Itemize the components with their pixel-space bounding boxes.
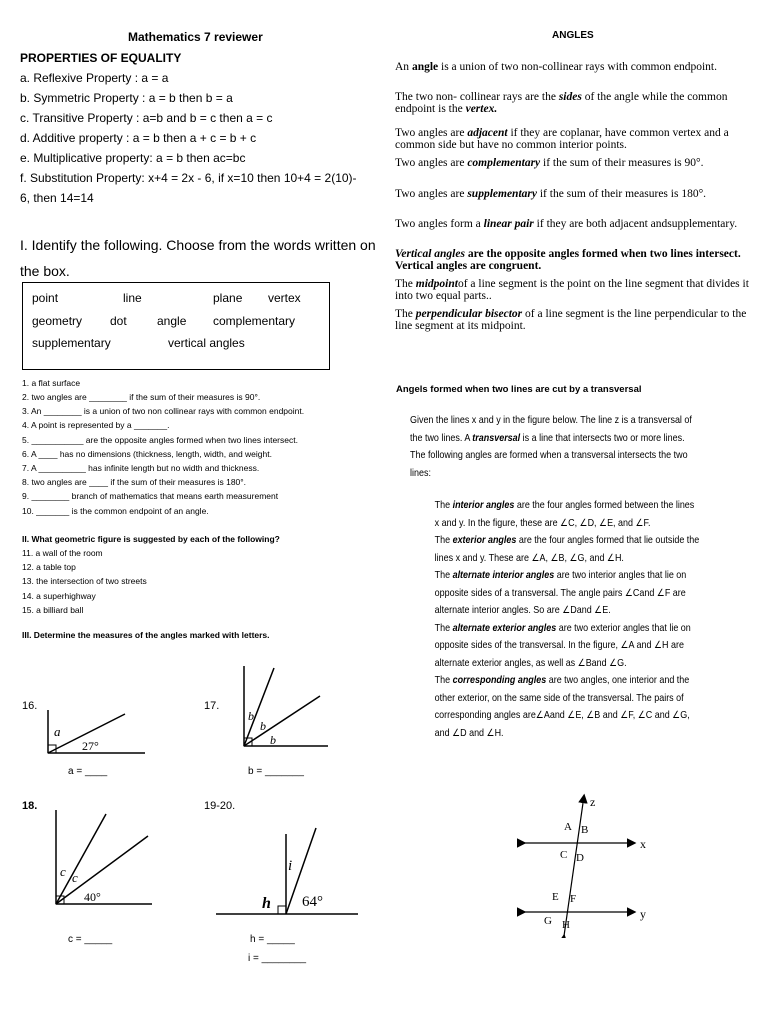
transversal-passage [410,412,700,742]
answer-19: h = _____ [250,934,295,945]
properties-heading: PROPERTIES OF EQUALITY [20,51,182,65]
adjacent-definition: Two angles are adjacent if they are coplanar, have common vertex and a common side but have no common interior points. [395,127,729,151]
question-15: 15. a billiard ball [22,605,84,615]
diagram-label-C: C [560,849,568,861]
transversal-diagram [512,788,662,938]
figure-16-diagram [40,708,150,756]
property-transitive: c. Transitive Property : a=b and b = c then a = c [20,111,273,125]
diagram-label-D: D [576,852,584,864]
answer-17: b = _______ [248,766,304,777]
alternate-interior-text: The alternate interior angles are two interior angles that lie on opposite sides of a transversal. The angle pairs ∠Cand ∠F are alternate interior angles. So are ∠Dand ∠E. [434,570,687,616]
property-reflexive: a. Reflexive Property : a = a [20,71,169,85]
figure-17-letter-b1: b [248,709,254,723]
linear-pair-definition: Two angles form a linear pair if they are both adjacent andsupplementary. [395,218,738,230]
word-vertical-angles: vertical angles [168,336,245,350]
exterior-angles-text: The exterior angles are the four angles formed that lie outside the lines x and y. These are ∠A, ∠B, ∠G, and ∠H. [434,535,700,564]
figure-17-letter-b3: b [270,733,276,747]
answer-20: i = ________ [248,953,307,964]
question-8: 8. two angles are ____ if the sum of their measures is 180°. [22,477,247,487]
question-3: 3. An ________ is a union of two non collinear rays with common endpoint. [22,406,305,416]
diagram-label-F: F [570,893,577,905]
figure-17-diagram [238,664,330,750]
figure-18-diagram [50,808,154,908]
figure-19-letter-i: i [288,858,293,874]
property-substitution-cont: 6, then 14=14 [20,191,94,205]
sides-definition: The two non- collinear rays are the sides of the angle while the common endpoint is the vertex. [395,91,728,115]
figure-18-angle: 40° [84,890,101,904]
property-substitution: f. Substitution Property: x+4 = 2x - 6, if x=10 then 10+4 = 2(10)- [20,171,357,185]
word-line: line [123,291,142,305]
question-4: 4. A point is represented by a _______. [22,420,170,430]
figure-18-letter-c1: c [60,864,66,879]
figure-16-number: 16. [22,700,38,712]
angle-definition: An angle is a union of two non-collinear rays with common endpoint. [395,61,717,73]
diagram-label-B: B [581,824,589,836]
answer-18: c = _____ [68,934,113,945]
diagram-label-G: G [544,915,552,927]
word-angle: angle [157,314,187,328]
word-complementary: complementary [213,314,296,328]
question-1: 1. a flat surface [22,378,81,388]
reviewer-title: Mathematics 7 reviewer [128,30,263,44]
word-plane: plane [213,291,243,305]
property-additive: d. Additive property : a = b then a + c = b + c [20,131,257,145]
question-12: 12. a table top [22,562,76,572]
question-10: 10. _______ is the common endpoint of an angle. [22,506,209,516]
midpoint-definition: The midpointof a line segment is the point on the line segment that divides it into two equal parts.. [395,278,749,302]
word-dot: dot [110,314,127,328]
question-6: 6. A ____ has no dimensions (thickness, length, width, and weight. [22,449,272,459]
question-13: 13. the intersection of two streets [22,576,147,586]
figure-16-letter-a: a [54,724,61,739]
diagram-label-y: y [640,907,646,921]
perpendicular-bisector-definition: The perpendicular bisector of a line segment is the line perpendicular to the line segment at its midpoint. [395,308,747,332]
transversal-heading: Angels formed when two lines are cut by a transversal [396,384,642,395]
word-box [22,282,330,370]
supplementary-definition: Two angles are supplementary if the sum of their measures is 180°. [395,188,707,200]
diagram-label-A: A [564,821,572,833]
figure-18-letter-c2: c [72,870,78,885]
question-14: 14. a superhighway [22,591,96,601]
diagram-label-z: z [590,795,596,809]
word-geometry: geometry [32,314,83,328]
figure-17-letter-b2: b [260,719,266,733]
diagram-label-H: H [562,919,570,931]
complementary-definition: Two angles are complementary if the sum of their measures is 90°. [395,157,704,169]
alternate-exterior-text: The alternate exterior angles are two exterior angles that lie on opposite sides of the transversal. In the figure, ∠A and ∠H are alternate exterior angles, as well as ∠Band ∠G. [434,622,691,669]
question-7: 7. A __________ has infinite length but no width and thickness. [22,463,260,473]
property-multiplicative: e. Multiplicative property: a = b then ac=bc [20,151,246,165]
word-vertex: vertex [268,291,301,305]
question-5: 5. ___________ are the opposite angles formed when two lines intersect. [22,435,298,445]
diagram-label-x: x [640,837,646,851]
question-2: 2. two angles are ________ if the sum of their measures is 90°. [22,392,261,402]
transversal-intro: Given the lines x and y in the figure below. The line z is a transversal of the two lines. A transversal is a line that intersects two or more lines. The following angles are formed when a transversal intersects the two lines: [410,415,692,479]
word-point: point [32,291,59,305]
figure-19-number: 19-20. [204,800,236,812]
question-9: 9. ________ branch of mathematics that means earth measurement [22,491,279,501]
question-11: 11. a wall of the room [22,548,103,558]
part3-heading: III. Determine the measures of the angles marked with letters. [22,630,270,640]
part2-heading: II. What geometric figure is suggested by each of the following? [22,534,280,544]
figure-19-angle: 64° [302,894,323,910]
word-supplementary: supplementary [32,336,111,350]
figure-19-diagram [212,826,362,918]
figure-19-letter-h: h [262,895,271,912]
property-symmetric: b. Symmetric Property : a = b then b = a [20,91,233,105]
interior-angles-text: The interior angles are the four angles formed between the lines x and y. In the figure, these are ∠C, ∠D, ∠E, and ∠F. [434,500,695,529]
corresponding-angles-text: The corresponding angles are two angles, one interior and the other exterior, on the same side of the transversal. The pairs of corresponding angles are∠Aand ∠E, ∠B and ∠F, ∠C and ∠G, and ∠D and ∠H. [434,675,690,739]
diagram-label-E: E [552,891,559,903]
figure-16-angle: 27° [82,739,99,753]
answer-16: a = ____ [68,766,108,777]
figure-17-number: 17. [204,700,220,712]
vertical-angles-definition: Vertical angles are the opposite angles formed when two lines intersect. Vertical angles are congruent. [395,248,741,272]
part1-instruction: I. Identify the following. Choose from the words written on the box. [20,237,376,279]
figure-18-number: 18. [22,800,38,812]
angles-title: ANGLES [552,30,594,41]
